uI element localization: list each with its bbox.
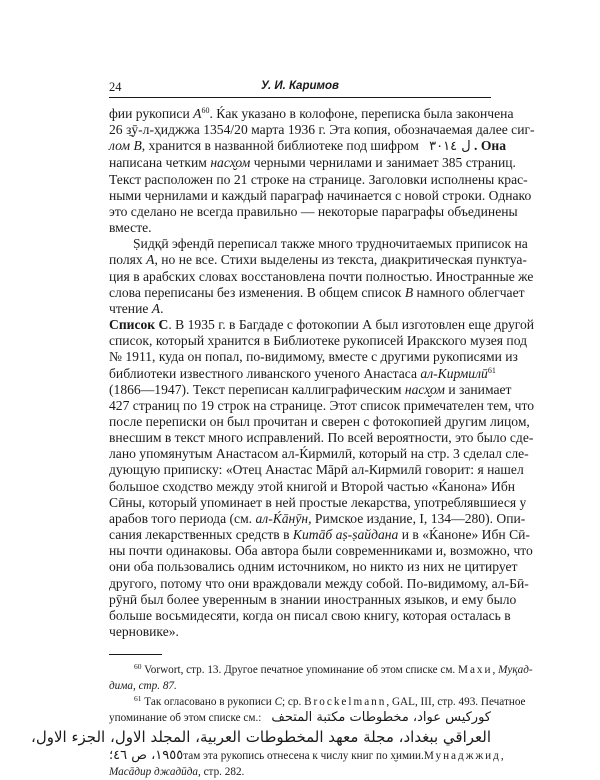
text-line: арабов того периода (см. ал-Ќāнӯн, Римское издание, I, 134—280). Опи- bbox=[109, 510, 526, 526]
text-line: лом B, хранится в названной библиотеке под шифром ل ۳۰۱٤ . Она bbox=[109, 138, 507, 155]
running-head bbox=[109, 80, 491, 96]
text-line: дующую приписку: «Отец Анастас Мāрӣ ал-Кирмилӣ говорит: я нашел bbox=[109, 462, 524, 478]
footnote-mark: 61 bbox=[134, 694, 142, 704]
text-line: Ṣидқӣ эфендӣ переписал также много трудночитаемых приписок на bbox=[133, 236, 528, 252]
arabic-citation: العراقي ببغداد، مجلة معهد المخطوطات العربية، المجلد الاول، الجزء الاول، bbox=[31, 728, 491, 747]
section-heading-list-c: Список C bbox=[109, 317, 169, 333]
text-line: чтение A. bbox=[109, 300, 164, 316]
text-line: библиотеки известного ливанского ученого Анастаса ал-Кирмилӣ$^{61}$ bbox=[109, 365, 496, 381]
text-line: (1866—1947). Текст переписан каллиграфическим насх̮ом и занимает bbox=[109, 381, 512, 397]
text-line: Текст расположен по 21 строке на странице. Заголовки исполнены крас- bbox=[109, 171, 528, 187]
text-line: рӯнӣ был более уверенным в знании иностранных языков, и ему было bbox=[109, 591, 517, 607]
text-line: написана четким насх̮ом черными чернилами и занимает 385 страниц. bbox=[109, 155, 516, 171]
text-line: вместе. bbox=[109, 220, 152, 236]
footnote-61: $^{61}$ Так огласовано в рукописи C; ср. Brockelmann, GAL, III, стр. 493. Печатное упоминание об этом списке см.: كوركيس عواد، مخطوطات مكتبة المتحف العراقي ببغداد، مجلة معهد المخطوطات العربية، المجلد الاول، الجزء الاول، ١٩٥٥، ص ٤٦؛ там эта рукопись отнесена к числу книг по х̮имии. Мунаджжид, Масāдир джадӣда, стр. 282. bbox=[31, 694, 526, 779]
footnote-ref-60[interactable]: 60 bbox=[201, 106, 210, 115]
text-line: сания лекарственных средств в Китāб аṣ-ṣайдана и в «Ќаноне» Ибн Сӣ- bbox=[109, 527, 530, 543]
text-line: 26 з̱ӯ-л-ҳиджжа 1354/20 марта 1936 г. Эта копия, обозначаемая далее сиг- bbox=[109, 122, 535, 138]
text-line: ция в арабских словах восстановлена почти полностью. Иностранные же bbox=[109, 268, 534, 284]
text-line: слова переписаны без изменения. В общем список B намного облегчает bbox=[109, 284, 525, 300]
footnote-mark: 60 bbox=[134, 662, 142, 672]
text-line: полях A, но не все. Стихи выделены из текста, диакритическая пунктуа- bbox=[109, 252, 527, 268]
book-page bbox=[31, 80, 535, 780]
footnote-rule bbox=[109, 654, 162, 655]
text-line: ными чернилами и каждый параграф начинается с новой строки. Однако bbox=[109, 187, 532, 203]
text-line: они оба пользовались одним источником, но никто из них не цитирует bbox=[109, 559, 518, 575]
text-line: список, который хранится в Библиотеке рукописей Иракского музея под bbox=[109, 333, 528, 349]
footnotes bbox=[31, 662, 533, 780]
text-line: больше восьмидесяти, когда он писал свою книгу, которая осталась в bbox=[109, 607, 511, 623]
text-line: большое сходство между этой книгой и Второй частью «Ќанона» Ибн bbox=[109, 478, 516, 494]
text-line: фии рукописи $A^{60}$. Ќак указано в колофоне, переписка была закончена bbox=[109, 106, 514, 121]
text-line: лано упомянутым Анастасом ал-Ќирмилӣ, который на стр. 3 сделал сле- bbox=[109, 446, 529, 462]
arabic-shelfmark: ل ۳۰۱٤ bbox=[429, 139, 471, 155]
text-line: после переписки он был прочитан и сверен с фотокопией другим лицом, bbox=[109, 413, 530, 429]
text-line: другого, потому что они враждовали между собой. По-видимому, ал-Бӣ- bbox=[109, 575, 529, 591]
text-line: черновике». bbox=[109, 624, 179, 639]
footnote-ref-61[interactable]: 61 bbox=[487, 365, 496, 375]
text-line: 427 страниц по 19 строк на странице. Этот список примечателен тем, что bbox=[109, 397, 535, 413]
text-line: Сӣны, который упоминает в ней простые лекарства, употреблявшиеся у bbox=[109, 494, 527, 510]
running-title: У. И. Каримов bbox=[261, 80, 339, 92]
text-line: ны почти одинаковы. Оба автора были современниками и, возможно, что bbox=[109, 543, 533, 559]
page-number: 24 bbox=[109, 80, 122, 94]
text-line: это сделано не всегда правильно — некоторые параграфы объединены bbox=[109, 203, 518, 219]
text-line: № 1911, куда он попал, по-видимому, вместе с другими рукописями из bbox=[109, 349, 518, 365]
header-rule bbox=[109, 97, 491, 98]
text-line: внесшим в текст много исправлений. По всей вероятности, это было сде- bbox=[109, 430, 534, 446]
arabic-citation: كوركيس عواد، مخطوطات مكتبة المتحف bbox=[271, 710, 491, 726]
text-line: Список C. В 1935 г. в Багдаде с фотокопии А был изготовлен еще другой bbox=[109, 317, 535, 333]
body-text bbox=[109, 106, 535, 640]
footnote-60: $^{60}$ Vorwort, стр. 13. Другое печатное упоминание об этом списке см. Махи, Муқад- дима, стр. 87. bbox=[109, 662, 533, 693]
